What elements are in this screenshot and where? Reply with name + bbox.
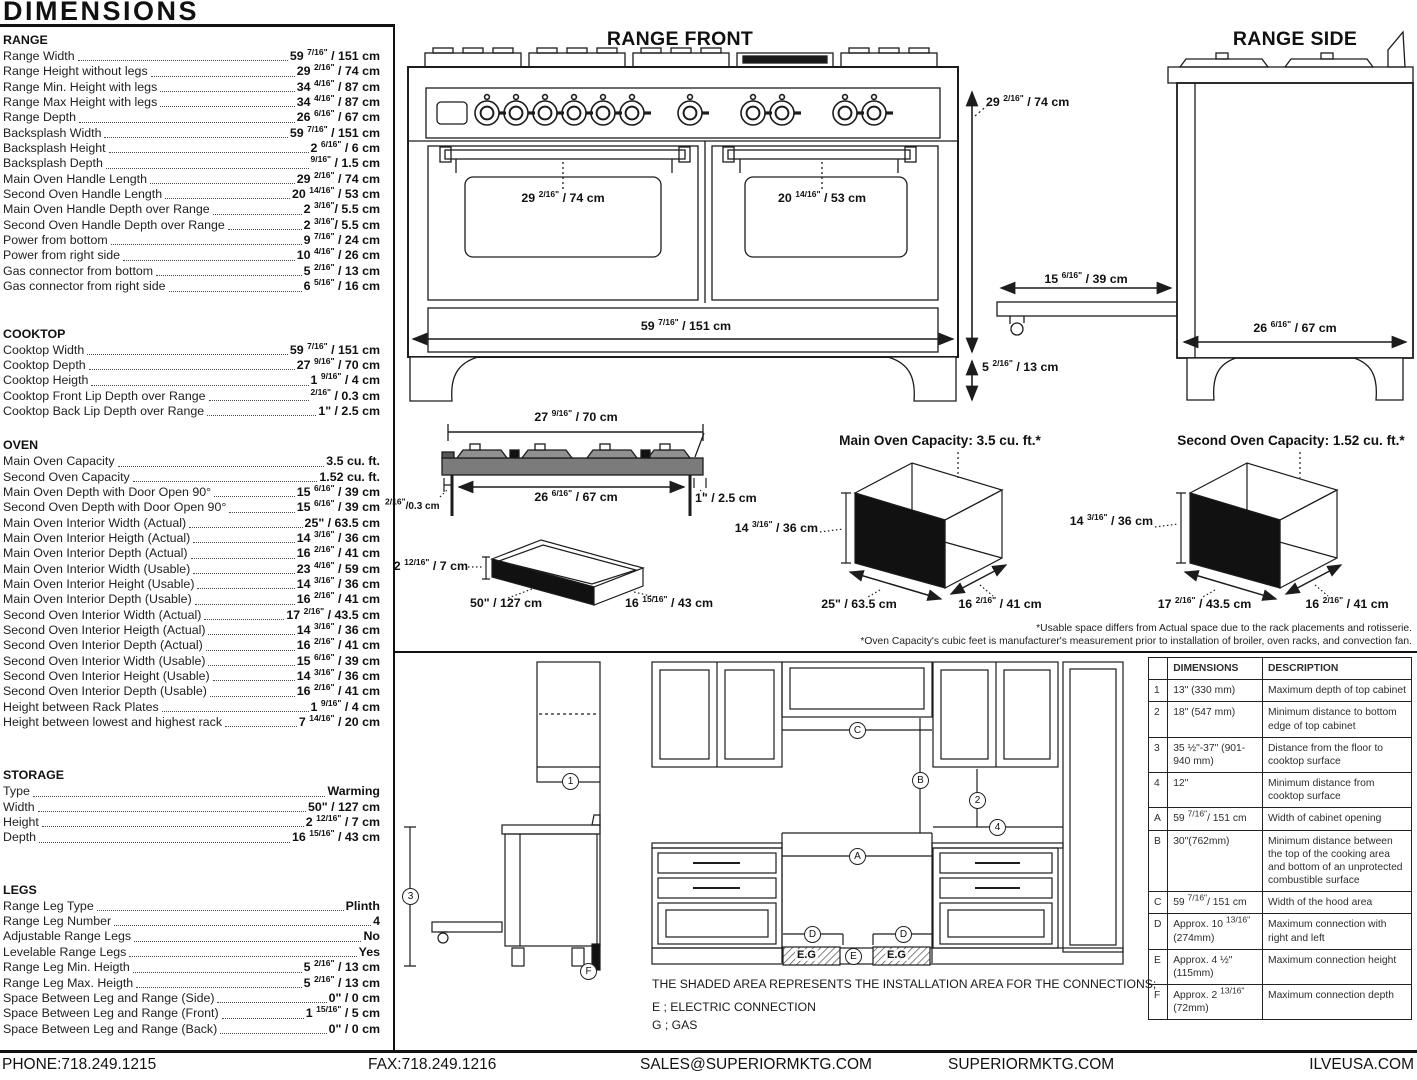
spec-label: Power from right side — [3, 248, 121, 263]
range-front-drawing — [408, 48, 958, 401]
dotted-leader — [114, 925, 371, 926]
cell-description: Maximum connection depth — [1263, 985, 1412, 1020]
dotted-leader — [228, 229, 302, 230]
spec-row — [3, 1006, 380, 1021]
spec-label: Space Between Leg and Range (Back) — [3, 1021, 218, 1036]
spec-label: Gas connector from right side — [3, 279, 166, 294]
range-side-title: RANGE SIDE — [1232, 28, 1358, 50]
dotted-leader — [229, 512, 294, 513]
spec-value: 2 $^{6/16"}$ / 6 cm — [310, 138, 380, 156]
dotted-leader — [136, 987, 301, 988]
callout-b: B — [912, 772, 929, 789]
spec-value: 5 $^{2/16"}$ / 13 cm — [303, 973, 380, 990]
spec-value: 59 $^{7/16"}$ / 151 cm — [289, 46, 380, 63]
dim-cooktop-inner-width: 26 $^{6/16"}$ / 67 cm — [534, 487, 618, 504]
spec-label: Cooktop Heigth — [3, 373, 89, 388]
dotted-leader — [169, 291, 302, 292]
spec-row — [3, 500, 380, 515]
spec-value: 23 $^{4/16"}$ / 59 cm — [296, 559, 380, 576]
vertical-divider — [393, 25, 395, 1050]
spec-value: 0" / 0 cm — [328, 990, 380, 1005]
spec-value: 14 $^{3/16"}$ / 36 cm — [296, 620, 380, 637]
dotted-leader — [150, 183, 295, 184]
dotted-leader — [97, 910, 344, 911]
spec-label: Second Oven Depth with Door Open 90° — [3, 500, 227, 515]
spec-label: Main Oven Interior Width (Actual) — [3, 515, 187, 530]
spec-label: Main Oven Capacity — [3, 454, 115, 469]
spec-section-legs — [3, 883, 380, 1037]
cell-description: Width of the hood area — [1263, 892, 1412, 914]
dim-second-oven-height: 14 $^{3/16"}$ / 36 cm — [1069, 511, 1153, 528]
spec-label: Main Oven Interior Height (Usable) — [3, 576, 195, 591]
spec-row — [3, 386, 380, 404]
footer-email: SALES@SUPERIORMKTG.COM — [640, 1056, 872, 1073]
dotted-leader — [79, 122, 295, 123]
spec-label: Power from bottom — [3, 233, 108, 248]
legend-gas: G ; GAS — [652, 1018, 698, 1032]
dotted-leader — [39, 842, 290, 843]
dim-drawer-depth: 16 $^{15/16"}$ / 43 cm — [624, 593, 713, 610]
spec-label: Height between Rack Plates — [3, 699, 159, 714]
dim-leg-height: 5 $^{2/16"}$ / 13 cm — [982, 357, 1059, 374]
spec-label: Second Oven Interior Height (Usable) — [3, 669, 210, 684]
legend-electric: E ; ELECTRIC CONNECTION — [652, 1000, 816, 1014]
dotted-leader — [209, 400, 309, 401]
dotted-leader — [123, 260, 295, 261]
spec-value: 25" / 63.5 cm — [304, 515, 380, 530]
spec-label: Second Oven Interior Width (Usable) — [3, 653, 206, 668]
dim-cooktop-front-lip: $^{2/16"}$/0.3 cm — [385, 496, 440, 512]
spec-value: 5 $^{2/16"}$ / 13 cm — [303, 958, 380, 975]
spec-label: Range Max Height with legs — [3, 95, 158, 110]
cell-description: Minimum distance from cooktop surface — [1263, 773, 1412, 808]
dim-plinth-depth: 15 $^{6/16"}$ / 39 cm — [1044, 269, 1128, 286]
spec-label: Type — [3, 784, 30, 799]
callout-d-right: D — [895, 926, 912, 943]
spec-row — [3, 914, 380, 929]
footnote-usable-space: *Usable space differs from Actual space due to the rack placements and rotisserie. — [1036, 623, 1412, 634]
section-heading: RANGE — [3, 33, 48, 47]
dotted-leader — [204, 619, 284, 620]
dotted-leader — [193, 573, 294, 574]
spec-label: Gas connector from bottom — [3, 263, 154, 278]
spec-section-storage — [3, 768, 380, 845]
dotted-leader — [193, 542, 294, 543]
spec-label: Range Leg Type — [3, 898, 94, 913]
dotted-leader — [206, 650, 295, 651]
table-row — [1149, 680, 1412, 702]
dotted-leader — [111, 244, 302, 245]
spec-value: $^{9/16"}$ / 1.5 cm — [310, 154, 380, 171]
spec-value: 16 $^{15/16"}$ / 43 cm — [291, 828, 380, 845]
spec-value: 15 $^{6/16"}$ / 39 cm — [296, 651, 380, 668]
dotted-leader — [162, 711, 309, 712]
spec-value: 17 $^{2/16"}$ / 43.5 cm — [286, 605, 380, 622]
spec-row — [3, 784, 380, 799]
dim-range-width: 59 $^{7/16"}$ / 151 cm — [640, 316, 732, 333]
section-heading: STORAGE — [3, 768, 65, 783]
dim-second-oven-depth: 16 $^{2/16"}$ / 41 cm — [1305, 594, 1389, 611]
spec-section-oven — [3, 438, 380, 730]
cell-description: Maximum connection height — [1263, 949, 1412, 984]
spec-label: Cooktop Width — [3, 342, 85, 357]
table-row — [1149, 949, 1412, 984]
dotted-leader — [160, 91, 294, 92]
dotted-leader — [129, 956, 356, 957]
spec-label: Adjustable Range Legs — [3, 929, 132, 944]
spec-label: Cooktop Front Lip Depth over Range — [3, 388, 206, 403]
spec-value: 16 $^{2/16"}$ / 41 cm — [296, 590, 380, 607]
spec-value: No — [363, 929, 380, 944]
footer-website: SUPERIORMKTG.COM — [948, 1056, 1115, 1073]
installation-note: THE SHADED AREA REPRESENTS THE INSTALLATION AREA FOR THE CONNECTIONS; — [652, 977, 1157, 991]
second-oven-capacity-drawing — [1155, 452, 1341, 599]
dotted-leader — [222, 1018, 304, 1019]
spec-value: 1.52 cu. ft. — [319, 469, 380, 484]
spec-label: Range Depth — [3, 110, 77, 125]
spec-value: 2 $^{3/16"}$/ 5.5 cm — [303, 215, 380, 232]
spec-label: Range Min. Height with legs — [3, 79, 158, 94]
cell-id: F — [1149, 985, 1168, 1020]
cell-dimension: 30"(762mm) — [1168, 830, 1263, 892]
dotted-leader — [197, 588, 294, 589]
table-row — [1149, 914, 1412, 949]
spec-label: Second Oven Interior Depth (Actual) — [3, 638, 203, 653]
spec-label: Main Oven Interior Depth (Usable) — [3, 592, 192, 607]
spec-section-cooktop — [3, 327, 380, 420]
dotted-leader — [33, 796, 326, 797]
table-row — [1149, 702, 1412, 737]
cell-id: 2 — [1149, 702, 1168, 737]
spec-value: 1" / 2.5 cm — [318, 403, 380, 418]
dotted-leader — [217, 1002, 326, 1003]
spec-value: 50" / 127 cm — [307, 799, 380, 814]
dotted-leader — [191, 558, 295, 559]
dotted-leader — [106, 168, 309, 169]
dotted-leader — [151, 76, 295, 77]
table-row — [1149, 737, 1412, 772]
spec-label: Main Oven Handle Depth over Range — [3, 202, 210, 217]
callout-3: 3 — [402, 888, 419, 905]
callout-1: 1 — [562, 773, 579, 790]
spec-value: 29 $^{2/16"}$ / 74 cm — [296, 62, 380, 79]
callout-a: A — [849, 848, 866, 865]
spec-label: Width — [3, 799, 35, 814]
spec-value: 7 $^{14/16"}$ / 20 cm — [298, 712, 380, 730]
dotted-leader — [38, 811, 306, 812]
dotted-leader — [213, 214, 302, 215]
spec-label: Main Oven Interior Depth (Actual) — [3, 546, 188, 561]
cell-dimension: Approx. 4 ½" (115mm) — [1168, 949, 1263, 984]
spec-label: Backsplash Width — [3, 125, 102, 140]
cell-id: D — [1149, 914, 1168, 949]
dim-main-oven-height: 14 $^{3/16"}$ / 36 cm — [734, 518, 818, 535]
cell-id: E — [1149, 949, 1168, 984]
dotted-leader — [91, 385, 308, 386]
spec-label: Second Oven Interior Heigth (Actual) — [3, 623, 206, 637]
range-side-drawing — [1168, 32, 1413, 400]
spec-value: 2 $^{3/16"}$/ 5.5 cm — [303, 200, 380, 217]
spec-value: 5 $^{2/16"}$ / 13 cm — [303, 261, 380, 278]
range-front-title: RANGE FRONT — [606, 28, 754, 50]
dim-second-oven-handle: 20 $^{14/16"}$ / 53 cm — [777, 188, 866, 205]
dim-cooktop-back-lip: 1" / 2.5 cm — [695, 491, 757, 505]
dotted-leader — [87, 354, 288, 355]
cell-dimension: 12" — [1168, 773, 1263, 808]
horizontal-divider — [393, 651, 1417, 653]
spec-value: 29 $^{2/16"}$ / 74 cm — [296, 169, 380, 186]
table-row — [1149, 830, 1412, 892]
spec-label: Range Leg Min. Heigth — [3, 960, 130, 975]
dotted-leader — [189, 527, 302, 528]
dotted-leader — [210, 696, 295, 697]
cell-dimension: 59 $^{7/16"}$/ 151 cm — [1168, 808, 1263, 830]
spec-row — [3, 1022, 380, 1037]
cell-id: C — [1149, 892, 1168, 914]
spec-value: Warming — [327, 784, 380, 799]
spec-label: Backsplash Height — [3, 141, 106, 156]
dotted-leader — [42, 826, 304, 827]
spec-label: Second Oven Handle Depth over Range — [3, 217, 225, 232]
main-oven-capacity-title: Main Oven Capacity: 3.5 cu. ft.* — [839, 433, 1041, 448]
dotted-leader — [225, 726, 297, 727]
spec-value: 1 $^{15/16"}$ / 5 cm — [305, 1004, 380, 1021]
footer — [0, 1053, 1417, 1080]
cell-dimension: 18" (547 mm) — [1168, 702, 1263, 737]
spec-label: Height between lowest and highest rack — [3, 715, 223, 730]
cell-dimension: Approx. 2 $^{13/16"}$ (72mm) — [1168, 985, 1263, 1020]
dotted-leader — [118, 466, 325, 467]
cell-description: Distance from the floor to cooktop surface — [1263, 737, 1412, 772]
spec-value: 26 $^{6/16"}$ / 67 cm — [296, 108, 380, 125]
spec-label: Second Oven Interior Depth (Usable) — [3, 684, 207, 699]
dotted-leader — [165, 198, 290, 199]
spec-value: 27 $^{9/16"}$ / 70 cm — [296, 355, 380, 372]
dim-second-oven-width: 17 $^{2/16"}$ / 43.5 cm — [1157, 594, 1252, 611]
spec-value: 34 $^{4/16"}$ / 87 cm — [296, 77, 380, 94]
dotted-leader — [104, 137, 287, 138]
section-heading: COOKTOP — [3, 326, 66, 341]
dotted-leader — [213, 680, 295, 681]
spec-value: 14 $^{3/16"}$ / 36 cm — [296, 666, 380, 684]
spec-value: 15 $^{6/16"}$ / 39 cm — [296, 482, 380, 499]
dim-drawer-width: 50" / 127 cm — [469, 596, 542, 610]
cell-id: B — [1149, 830, 1168, 892]
dotted-leader — [78, 60, 288, 61]
cell-id: 1 — [1149, 680, 1168, 702]
cell-description: Minimum distance to bottom edge of top cabinet — [1263, 702, 1412, 737]
spec-label: Backsplash Depth — [3, 156, 103, 171]
dotted-leader — [208, 634, 294, 635]
spec-value: 0" / 0 cm — [328, 1021, 380, 1036]
dotted-leader — [207, 415, 316, 416]
front-side-dimensions — [972, 92, 1177, 400]
spec-value: 3.5 cu. ft. — [326, 454, 380, 469]
spec-value: 4 — [373, 914, 380, 929]
spec-value: 16 $^{2/16"}$ / 41 cm — [296, 682, 380, 699]
spec-value: $^{2/16"}$ / 0.3 cm — [310, 386, 380, 403]
dotted-leader — [109, 152, 309, 153]
spec-value: 14 $^{3/16"}$ / 36 cm — [296, 574, 380, 591]
spec-section-range — [3, 33, 380, 295]
spec-value: 6 $^{5/16"}$ / 16 cm — [303, 277, 380, 294]
spec-value: 14 $^{3/16"}$ / 36 cm — [296, 528, 380, 545]
spec-label: Space Between Leg and Range (Side) — [3, 990, 215, 1005]
dotted-leader — [214, 496, 295, 497]
cell-dimension: 13" (330 mm) — [1168, 680, 1263, 702]
spec-value: 10 $^{4/16"}$ / 26 cm — [296, 246, 380, 263]
spec-value: Plinth — [345, 898, 380, 913]
spec-row — [3, 454, 380, 469]
table-row — [1149, 773, 1412, 808]
dim-cooktop-top-width: 27 $^{9/16"}$ / 70 cm — [534, 407, 618, 424]
spec-label: Range Leg Max. Heigth — [3, 975, 134, 990]
spec-label: Main Oven Interior Width (Usable) — [3, 561, 191, 576]
spec-value: 16 $^{2/16"}$ / 41 cm — [296, 544, 380, 561]
spec-row — [3, 899, 380, 914]
second-oven-capacity-title: Second Oven Capacity: 1.52 cu. ft.* — [1177, 433, 1405, 448]
table-row — [1149, 892, 1412, 914]
section-heading: LEGS — [3, 882, 37, 897]
callout-c: C — [849, 722, 866, 739]
spec-label: Depth — [3, 830, 37, 845]
dotted-leader — [160, 106, 294, 107]
dotted-leader — [156, 275, 301, 276]
eg-connection-area-right: E.G — [887, 949, 906, 961]
dotted-leader — [134, 941, 361, 942]
callout-d-left: D — [804, 926, 821, 943]
spec-label: Main Oven Interior Heigth (Actual) — [3, 530, 191, 545]
callout-4: 4 — [989, 819, 1006, 836]
cell-dimension: 59 $^{7/16"}$/ 151 cm — [1168, 892, 1263, 914]
spec-label: Main Oven Handle Length — [3, 171, 147, 186]
header-dimensions: DIMENSIONS — [1168, 658, 1263, 680]
cell-id: 3 — [1149, 737, 1168, 772]
spec-row — [3, 830, 380, 845]
spec-row — [3, 929, 380, 944]
header-id — [1149, 658, 1168, 680]
table-row — [1149, 985, 1412, 1020]
cell-dimension: Approx. 10 $^{13/16"}$ (274mm) — [1168, 914, 1263, 949]
dim-main-oven-handle: 29 $^{2/16"}$ / 74 cm — [521, 188, 605, 205]
spec-value: 15 $^{6/16"}$ / 39 cm — [296, 498, 380, 515]
callout-2: 2 — [969, 792, 986, 809]
dotted-leader — [195, 604, 295, 605]
spec-label: Second Oven Interior Width (Actual) — [3, 607, 202, 622]
callout-f: F — [580, 963, 597, 980]
cell-description: Minimum distance between the top of the cooking area and bottom of an unprotected combustible surface — [1263, 830, 1412, 892]
spec-label: Second Oven Capacity — [3, 469, 130, 484]
spec-value: 34 $^{4/16"}$ / 87 cm — [296, 92, 380, 110]
spec-label: Range Leg Number — [3, 914, 112, 929]
dim-drawer-height: 2 $^{12/16"}$ / 7 cm — [393, 556, 468, 573]
spec-row — [3, 973, 380, 991]
section-heading: OVEN — [3, 438, 39, 453]
footer-brand: ILVEUSA.COM — [1309, 1056, 1414, 1073]
dim-main-oven-width: 25" / 63.5 cm — [821, 597, 897, 611]
spec-label: Cooktop Depth — [3, 357, 86, 372]
spec-value: Yes — [358, 944, 380, 959]
cell-description: Maximum depth of top cabinet — [1263, 680, 1412, 702]
dotted-leader — [220, 1033, 326, 1034]
eg-connection-area-left: E.G — [797, 949, 816, 961]
cell-description: Width of cabinet opening — [1263, 808, 1412, 830]
dim-main-oven-depth: 16 $^{2/16"}$ / 41 cm — [958, 594, 1042, 611]
header-description: DESCRIPTION — [1263, 658, 1412, 680]
footnote-oven-capacity: *Oven Capacity's cubic feet is manufacturer's measurement prior to installation of broiler, oven racks, and convection fan. — [860, 636, 1412, 647]
spec-value: 59 $^{7/16"}$ / 151 cm — [289, 340, 380, 357]
cell-id: A — [1149, 808, 1168, 830]
installation-elevation — [652, 662, 1123, 965]
footer-fax: FAX:718.249.1216 — [368, 1056, 497, 1073]
footer-phone: PHONE:718.249.1215 — [2, 1056, 157, 1073]
spec-row — [3, 712, 380, 730]
spec-label: Levelable Range Legs — [3, 944, 127, 959]
spec-value: 20 $^{14/16"}$ / 53 cm — [291, 184, 380, 202]
spec-label: Space Between Leg and Range (Front) — [3, 1006, 219, 1021]
spec-row — [3, 279, 380, 294]
spec-label: Second Oven Handle Length — [3, 187, 163, 202]
spec-label: Height — [3, 815, 39, 830]
spec-label: Cooktop Back Lip Depth over Range — [3, 403, 205, 418]
dotted-leader — [89, 369, 295, 370]
main-oven-capacity-drawing — [820, 452, 1006, 599]
page-title: DIMENSIONS — [3, 0, 200, 26]
table-header-row — [1149, 658, 1412, 680]
dotted-leader — [208, 665, 294, 666]
dim-side-depth: 26 $^{6/16"}$ / 67 cm — [1253, 318, 1337, 335]
dotted-leader — [133, 972, 302, 973]
table-row — [1149, 808, 1412, 830]
spec-label: Range Width — [3, 49, 75, 63]
dotted-leader — [133, 481, 318, 482]
dim-range-height: 29 $^{2/16"}$ / 74 cm — [986, 92, 1070, 109]
spec-value: 1 $^{9/16"}$ / 4 cm — [310, 371, 380, 388]
spec-label: Main Oven Depth with Door Open 90° — [3, 484, 212, 499]
cell-id: 4 — [1149, 773, 1168, 808]
spec-list — [3, 33, 380, 1037]
spec-row — [3, 404, 380, 419]
spec-value: 9 $^{7/16"}$ / 24 cm — [303, 231, 380, 248]
installation-table — [1148, 657, 1412, 1020]
cell-dimension: 35 ½"-37" (901-940 mm) — [1168, 737, 1263, 772]
cell-description: Maximum connection with right and left — [1263, 914, 1412, 949]
spec-label: Range Height without legs — [3, 64, 148, 79]
spec-value: 1 $^{9/16"}$ / 4 cm — [310, 697, 380, 714]
installation-side-view — [404, 662, 600, 970]
spec-value: 16 $^{2/16"}$ / 41 cm — [296, 636, 380, 653]
spec-value: 2 $^{12/16"}$ / 7 cm — [305, 812, 380, 830]
spec-value: 59 $^{7/16"}$ / 151 cm — [289, 123, 380, 140]
callout-e: E — [845, 948, 862, 965]
